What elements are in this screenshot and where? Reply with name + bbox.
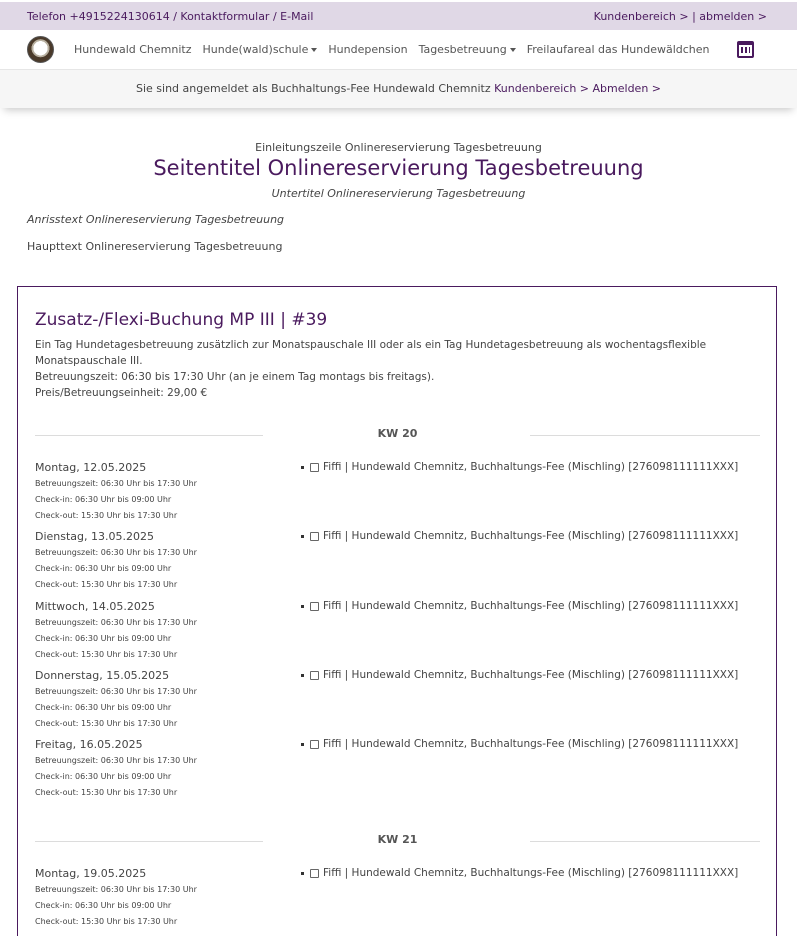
week-header: KW 20 bbox=[35, 427, 760, 441]
teaser-text: Anrisstext Onlinereservierung Tagesbetreuung bbox=[27, 213, 285, 226]
dog-checkbox[interactable] bbox=[310, 463, 319, 472]
contact-bar bbox=[0, 2, 797, 30]
customer-area-link[interactable]: Kundenbereich > bbox=[494, 82, 590, 95]
nav-item-hundeschule[interactable]: Hunde(wald)schule bbox=[203, 43, 318, 56]
page-title: Seitentitel Onlinereservierung Tagesbetreuung bbox=[153, 156, 644, 180]
day-row: Montag, 19.05.2025 Betreuungszeit: 06:30 Uhr bis 17:30 Uhr Check-in: 06:30 Uhr bis 09:00 Uhr Check-out: 15:30 Uhr bis 17:30 Uhr Fiffi | Hundewald Chemnitz, Buchhaltungs-Fee (Mischling) [276098111111XXX] bbox=[35, 867, 739, 926]
nav-item-tagesbetreuung[interactable]: Tagesbetreuung bbox=[419, 43, 516, 56]
booking-description: Ein Tag Hundetagesbetreuung zusätzlich zur Monatspauschale III oder als ein Tag Hundetagesbetreuung als wochentagsflexible Monatspauschale III. Betreuungszeit: 06:30 bis 17:30 Uhr (an je einem Tag montags bis freitags). Preis/Betreuungseinheit: 29,00 € bbox=[35, 339, 707, 399]
dog-option: Fiffi | Hundewald Chemnitz, Buchhaltungs-Fee (Mischling) [276098111111XXX] bbox=[301, 530, 738, 542]
booking-title: Zusatz-/Flexi-Buchung MP III | #39 bbox=[35, 310, 328, 330]
week-header: KW 21 bbox=[35, 833, 760, 847]
bullet-icon bbox=[301, 466, 304, 469]
bullet-icon bbox=[301, 872, 304, 875]
login-notice-text: Sie sind angemeldet als Buchhaltungs-Fee Hundewald Chemnitz bbox=[135, 82, 491, 95]
logo[interactable] bbox=[27, 36, 54, 63]
dog-checkbox[interactable] bbox=[310, 532, 319, 541]
divider bbox=[530, 841, 760, 842]
dog-option: Fiffi | Hundewald Chemnitz, Buchhaltungs-Fee (Mischling) [276098111111XXX] bbox=[301, 600, 738, 612]
page-subtitle: Untertitel Onlinereservierung Tagesbetreuung bbox=[271, 187, 526, 200]
dog-checkbox[interactable] bbox=[310, 671, 319, 680]
account-links[interactable]: Kundenbereich > | abmelden > bbox=[593, 9, 767, 23]
logout-link[interactable]: Abmelden > bbox=[592, 82, 662, 95]
divider bbox=[530, 435, 760, 436]
calendar-icon[interactable] bbox=[737, 41, 754, 58]
day-row: Montag, 12.05.2025 Betreuungszeit: 06:30 Uhr bis 17:30 Uhr Check-in: 06:30 Uhr bis 09:00 Uhr Check-out: 15:30 Uhr bis 17:30 Uhr Fiffi | Hundewald Chemnitz, Buchhaltungs-Fee (Mischling) [276098111111XXX] bbox=[35, 461, 739, 520]
chevron-down-icon bbox=[311, 48, 317, 52]
contact-links[interactable]: Telefon +4915224130614 / Kontaktformular / E-Mail bbox=[27, 9, 314, 23]
dog-checkbox[interactable] bbox=[310, 740, 319, 749]
dog-option: Fiffi | Hundewald Chemnitz, Buchhaltungs-Fee (Mischling) [276098111111XXX] bbox=[301, 669, 738, 681]
dog-option: Fiffi | Hundewald Chemnitz, Buchhaltungs-Fee (Mischling) [276098111111XXX] bbox=[301, 867, 738, 879]
day-row: Donnerstag, 15.05.2025 Betreuungszeit: 06:30 Uhr bis 17:30 Uhr Check-in: 06:30 Uhr bis 09:00 Uhr Check-out: 15:30 Uhr bis 17:30 Uhr Fiffi | Hundewald Chemnitz, Buchhaltungs-Fee (Mischling) [276098111111XXX] bbox=[35, 669, 739, 728]
main-text: Haupttext Onlinereservierung Tagesbetreuung bbox=[27, 240, 283, 253]
bullet-icon bbox=[301, 674, 304, 677]
dog-option: Fiffi | Hundewald Chemnitz, Buchhaltungs-Fee (Mischling) [276098111111XXX] bbox=[301, 738, 738, 750]
dog-option: Fiffi | Hundewald Chemnitz, Buchhaltungs-Fee (Mischling) [276098111111XXX] bbox=[301, 461, 738, 473]
bullet-icon bbox=[301, 605, 304, 608]
bullet-icon bbox=[301, 743, 304, 746]
login-notice bbox=[0, 70, 797, 108]
day-row: Freitag, 16.05.2025 Betreuungszeit: 06:30 Uhr bis 17:30 Uhr Check-in: 06:30 Uhr bis 09:00 Uhr Check-out: 15:30 Uhr bis 17:30 Uhr Fiffi | Hundewald Chemnitz, Buchhaltungs-Fee (Mischling) [276098111111XXX] bbox=[35, 738, 739, 797]
bullet-icon bbox=[301, 535, 304, 538]
nav-item-hundewald[interactable]: Hundewald Chemnitz bbox=[74, 43, 192, 56]
intro-line: Einleitungszeile Onlinereservierung Tagesbetreuung bbox=[255, 141, 542, 154]
main-navigation bbox=[0, 30, 797, 70]
booking-card bbox=[17, 286, 777, 936]
dog-checkbox[interactable] bbox=[310, 602, 319, 611]
day-row: Dienstag, 13.05.2025 Betreuungszeit: 06:30 Uhr bis 17:30 Uhr Check-in: 06:30 Uhr bis 09:00 Uhr Check-out: 15:30 Uhr bis 17:30 Uhr Fiffi | Hundewald Chemnitz, Buchhaltungs-Fee (Mischling) [276098111111XXX] bbox=[35, 530, 739, 589]
chevron-down-icon bbox=[510, 48, 516, 52]
nav-item-hundepension[interactable]: Hundepension bbox=[328, 43, 408, 56]
dog-checkbox[interactable] bbox=[310, 869, 319, 878]
nav-item-freilaufareal[interactable]: Freilaufareal das Hundewäldchen bbox=[526, 43, 710, 56]
day-row: Mittwoch, 14.05.2025 Betreuungszeit: 06:30 Uhr bis 17:30 Uhr Check-in: 06:30 Uhr bis 09:00 Uhr Check-out: 15:30 Uhr bis 17:30 Uhr Fiffi | Hundewald Chemnitz, Buchhaltungs-Fee (Mischling) [276098111111XXX] bbox=[35, 600, 739, 659]
